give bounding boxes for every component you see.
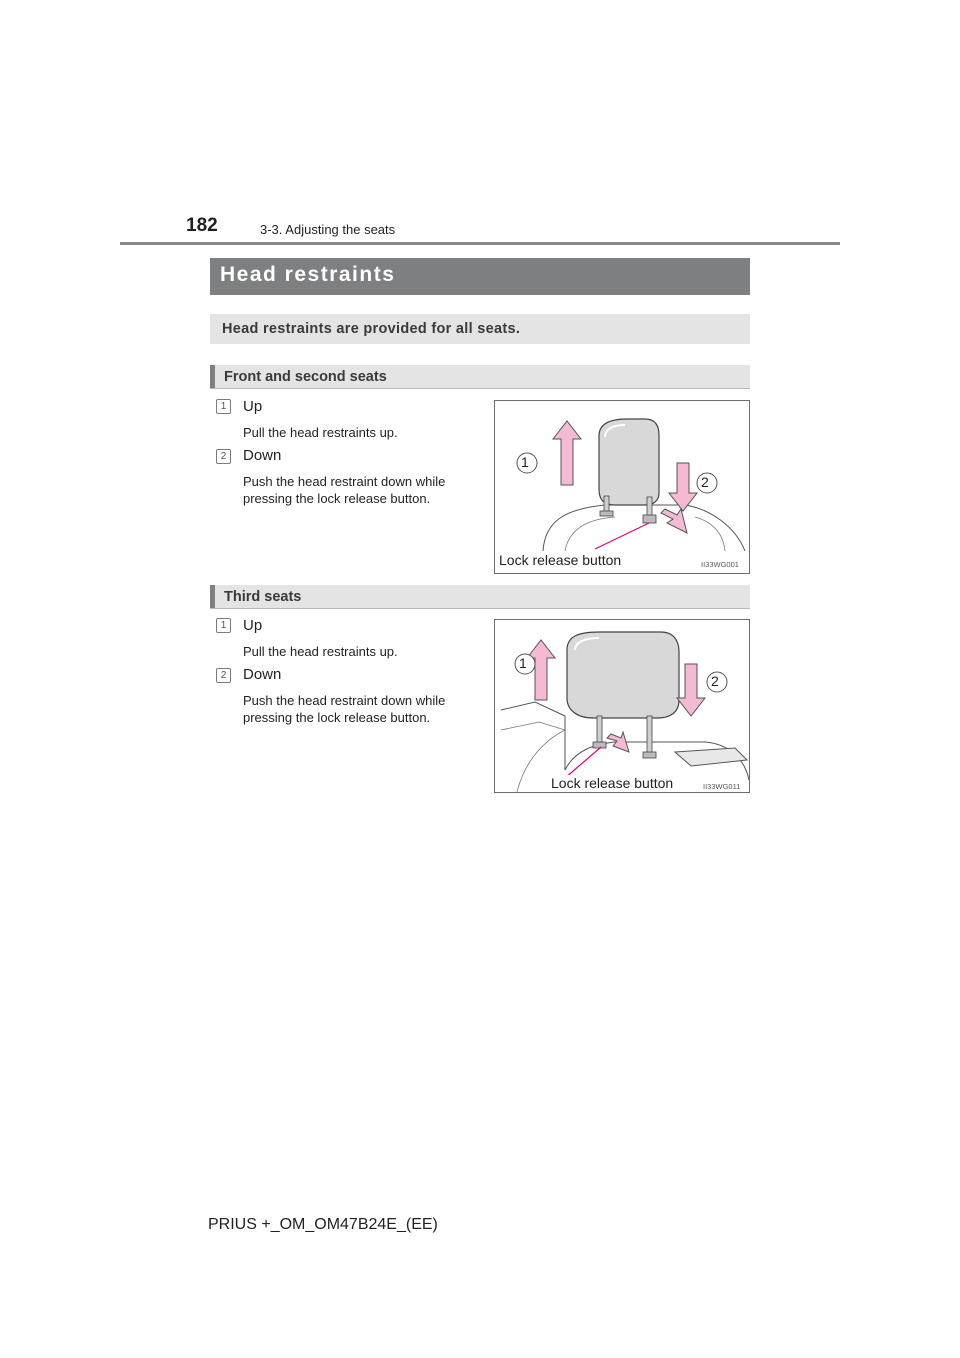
callout-2: 2 bbox=[701, 474, 709, 490]
intro-text: Head restraints are provided for all seats. bbox=[222, 321, 521, 337]
footer-document-code: PRIUS +_OM_OM47B24E_(EE) bbox=[208, 1216, 438, 1233]
header-divider bbox=[120, 242, 840, 245]
lock-release-label: Lock release button bbox=[499, 552, 622, 568]
chapter-heading: 3-3. Adjusting the seats bbox=[260, 222, 396, 237]
third-seat-illustration bbox=[495, 620, 751, 794]
heading-accent bbox=[210, 585, 215, 608]
front-seat-figure bbox=[494, 400, 750, 574]
step-description: Push the head restraint down while pressing the lock release button. bbox=[243, 693, 446, 725]
step-number-badge: 1 bbox=[216, 618, 231, 633]
third-seat-figure bbox=[494, 619, 750, 793]
page-number: 182 bbox=[186, 215, 218, 236]
figure-code: II33WG011 bbox=[703, 782, 741, 791]
step-label: Down bbox=[243, 666, 282, 683]
step-description: Pull the head restraints up. bbox=[243, 425, 398, 440]
step-label: Up bbox=[243, 398, 263, 415]
section-title-bar bbox=[210, 258, 750, 295]
step-number-badge: 2 bbox=[216, 449, 231, 464]
lock-release-label: Lock release button bbox=[551, 775, 674, 791]
heading-accent bbox=[210, 365, 215, 388]
intro-box bbox=[210, 314, 750, 344]
step-description: Pull the head restraints up. bbox=[243, 644, 398, 659]
step-label: Down bbox=[243, 447, 282, 464]
callout-1: 1 bbox=[521, 454, 529, 470]
subsection-title: Front and second seats bbox=[224, 369, 387, 385]
step-label: Up bbox=[243, 617, 263, 634]
figure-code: II33WG001 bbox=[701, 560, 739, 569]
step-description: Push the head restraint down while pressing the lock release button. bbox=[243, 474, 446, 506]
step-number-badge: 2 bbox=[216, 668, 231, 683]
callout-1: 1 bbox=[519, 655, 527, 671]
subsection-title: Third seats bbox=[224, 589, 302, 605]
front-seat-illustration bbox=[495, 401, 751, 575]
subsection-heading-third bbox=[210, 585, 750, 609]
subsection-heading-front bbox=[210, 365, 750, 389]
callout-2: 2 bbox=[711, 673, 719, 689]
step-number-badge: 1 bbox=[216, 399, 231, 414]
page-title: Head restraints bbox=[220, 263, 396, 286]
